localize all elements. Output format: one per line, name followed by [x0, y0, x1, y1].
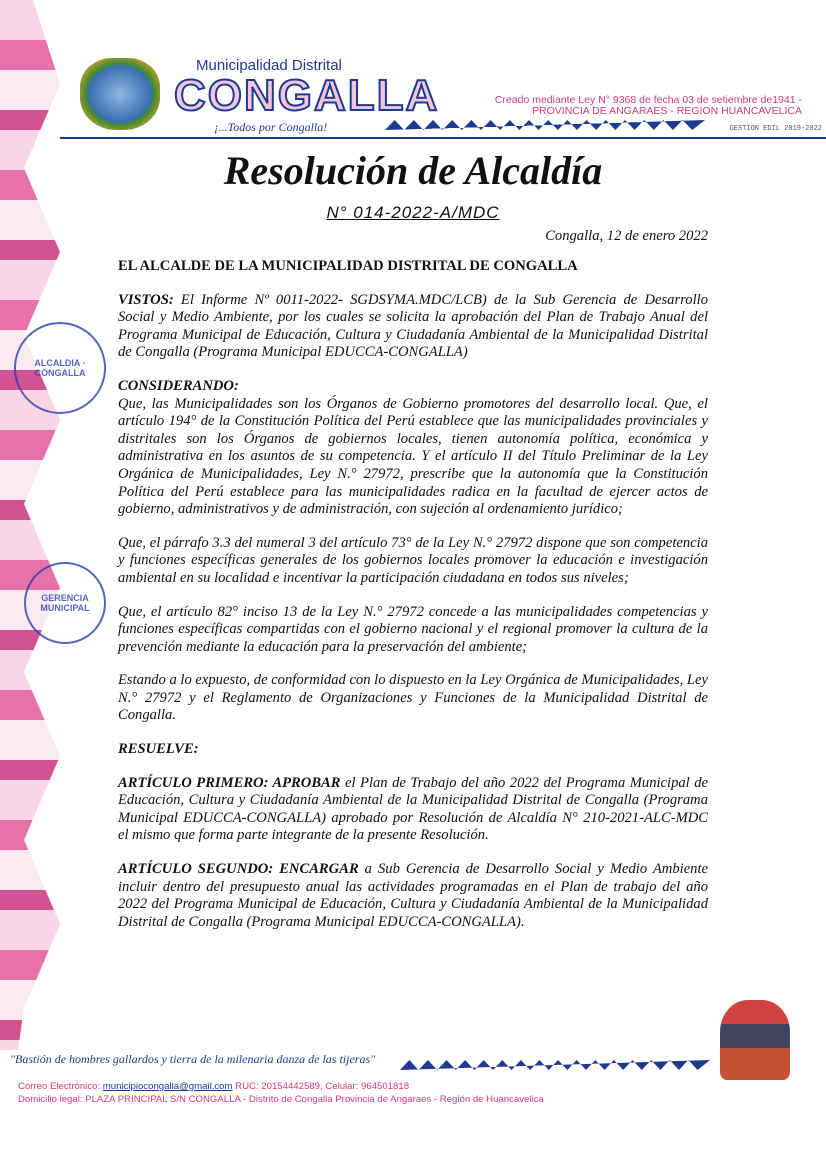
heading: EL ALCALDE DE LA MUNICIPALIDAD DISTRITAL DE CONGALLA — [118, 258, 578, 274]
vistos-text: El Informe Nº 0011-2022- SGDSYMA.MDC/LCB) de la Sub Gerencia de Desarrollo Social y Medio Ambiente, por los cuales se solicita la aprobación del Plan de Trabajo Anual del Programa Municipal de Educación, Cultura y Ciudadanía Ambiental de la Municipalidad Distrital de Congalla (Programa Municipal EDUCCA-CONGALLA) — [118, 291, 708, 361]
article-2 — [118, 861, 708, 931]
gestion-label: GESTION EDIL 2019-2022 — [729, 125, 822, 133]
considerando-label: CONSIDERANDO: — [118, 377, 239, 394]
scissors-dancer-illustration — [720, 1000, 790, 1080]
alcaldia-stamp: ALCALDIA · CONGALLA — [14, 322, 106, 414]
email-link[interactable]: municipiocongalla@gmail.com — [102, 1081, 233, 1092]
document-body — [118, 258, 708, 947]
article-1-label: ARTÍCULO PRIMERO: APROBAR — [118, 774, 341, 791]
vistos-label: VISTOS: — [118, 291, 174, 308]
article-1 — [118, 775, 708, 845]
vistos-section — [118, 292, 708, 362]
article-1-text: el Plan de Trabajo del año 2022 del Programa Municipal de Educación, Cultura y Ciudadanía Ambiental de la Municipalidad Distrital de Congalla (Programa Municipal EDUCCA-CONGALLA) aprobado por Resolución de Alcaldía N° 210-2021-ALC-MDC el mismo que forma parte integrante de la presente Resolución. — [118, 774, 708, 844]
resolution-number: N° 014-2022-A/MDC — [326, 203, 500, 222]
brand-slogan: ¡...Todos por Congalla! — [214, 120, 328, 134]
header-rule — [60, 137, 826, 139]
zigzag-ornament — [385, 120, 705, 130]
province-region: PROVINCIA DE ANGARAES - REGION HUANCAVELICA — [532, 105, 802, 117]
considerando-paragraph: Que, el párrafo 3.3 del numeral 3 del artículo 73° de la Ley N.° 27972 dispone que son competencia y funciones específicas generales de los gobiernos locales promover la educación e investigación ambiental en su localidad e incentivar la participación ciudadana en todos sus niveles; — [118, 534, 708, 586]
gerencia-stamp: GERENCIA MUNICIPAL — [24, 562, 106, 644]
considerando-paragraph: Estando a lo expuesto, de conformidad con lo dispuesto en la Ley Orgánica de Municipalidades, Ley N.° 27972 y el Reglamento de Organizaciones y Funciones de la Municipalidad Distrital de Congalla. — [118, 672, 709, 724]
email-label: Correo Electrónico: — [18, 1081, 103, 1092]
considerando-paragraph: Que, el artículo 82° inciso 13 de la Ley N.° 27972 concede a las municipalidades competencias y funciones específicas compartidas con el gobierno nacional y el regional promover la cultura de la prevención mediante la educación para la preservación del ambiente; — [118, 603, 708, 655]
header-creation-info — [495, 95, 802, 117]
footer-contact — [18, 1081, 409, 1092]
brand-subtitle: Municipalidad Distrital — [196, 57, 342, 74]
footer-address: Domicilio legal: PLAZA PRINCIPAL S/N CONGALLA - Distrito de Congalla Provincia de Angaraes - Región de Huancavelica — [18, 1094, 544, 1105]
footer-zigzag — [400, 1060, 710, 1070]
footer-quote: "Bastión de hombres gallardos y tierra de la milenaria danza de las tijeras" — [10, 1052, 376, 1066]
resuelve-label: RESUELVE: — [118, 741, 199, 758]
article-2-text: a Sub Gerencia de Desarrollo Social y Medio Ambiente incluir dentro del presupuesto anual las actividades programadas en el Plan de trabajo del año 2022 del Programa Municipal de Educación, Cultura y Ciudadanía Ambiental de la Municipalidad Distrital de Congalla (Programa Municipal EDUCCA-CONGALLA). — [118, 861, 708, 930]
considerando-paragraph: Que, las Municipalidades son los Órganos de Gobierno promotores del desarrollo local. Que, el artículo 194° de la Constitución Política del Perú establece que las municipalidades provinciales y distritales son los Órganos de gobiernos locales, tienen autonomía política, económica y administrativa en los asuntos de su competencia. Y el artículo II del Título Preliminar de la Ley Orgánica de Municipalidades, Ley N.° 27972, prescribe que la autonomía que la Constitución Política del Perú establece para las municipalidades radica en la facultad de ejercer actos de gobierno, administrativos y de administración, con sujeción al ordenamiento jurídico; — [118, 395, 708, 518]
document-date: Congalla, 12 de enero 2022 — [545, 228, 708, 244]
ruc-phone: RUC: 20154442589, Celular: 964501818 — [232, 1081, 410, 1092]
document-title: Resolución de Alcaldía — [223, 148, 603, 193]
municipal-crest-logo — [80, 58, 160, 130]
creation-law: Creado mediante Ley N° 9368 de fecha 03 de setiembre de1941 - — [494, 94, 802, 106]
article-2-label: ARTÍCULO SEGUNDO: ENCARGAR — [118, 861, 359, 878]
brand-name: CONGALLA — [174, 71, 440, 120]
